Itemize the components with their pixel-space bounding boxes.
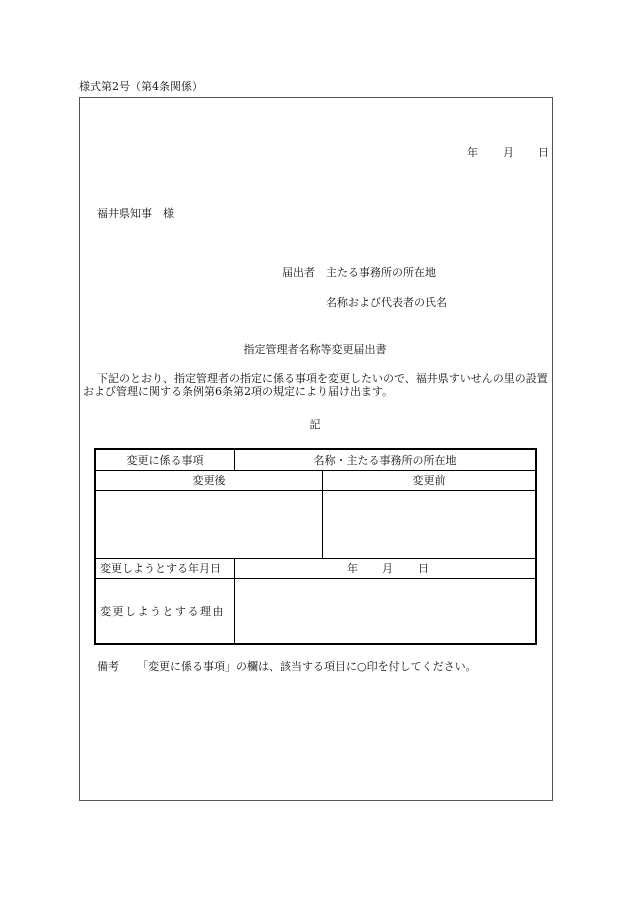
table-row-divider bbox=[96, 490, 535, 491]
date-year-label: 年 bbox=[467, 146, 478, 159]
after-label: 変更後 bbox=[192, 474, 226, 487]
note-text: 「変更に係る事項」の欄は、該当する項目に○印を付してください。 bbox=[137, 660, 477, 673]
change-table bbox=[94, 448, 537, 645]
reason-label: 変更しようとする理由 bbox=[100, 605, 225, 618]
matter-label: 変更に係る事項 bbox=[126, 454, 204, 467]
matter-value: 名称・主たる事務所の所在地 bbox=[313, 454, 457, 467]
change-date-year: 年 bbox=[347, 562, 358, 575]
body-paragraph: 下記のとおり、指定管理者の指定に係る事項を変更したいので、福井県すいせんの里の設置および管理に関する条例第6条第2項の規定により届け出ます。 bbox=[83, 372, 548, 399]
table-row-divider bbox=[96, 558, 535, 559]
table-row-divider bbox=[96, 470, 535, 471]
change-date-day: 日 bbox=[418, 562, 429, 575]
addressee: 福井県知事 様 bbox=[97, 207, 174, 220]
filer-office-address-label: 主たる事務所の所在地 bbox=[326, 266, 436, 279]
before-label: 変更前 bbox=[412, 474, 446, 487]
table-row-divider bbox=[96, 578, 535, 579]
table-col-divider bbox=[234, 558, 235, 643]
date-month-label: 月 bbox=[503, 146, 514, 159]
change-date-month: 月 bbox=[382, 562, 393, 575]
change-date-label: 変更しようとする年月日 bbox=[100, 562, 221, 575]
filer-name-label: 名称および代表者の氏名 bbox=[326, 296, 447, 309]
note-label: 備考 bbox=[97, 660, 119, 673]
document-title: 指定管理者名称等変更届出書 bbox=[243, 343, 387, 356]
form-number-label: 様式第2号（第4条関係） bbox=[79, 80, 203, 93]
ki-heading: 記 bbox=[309, 418, 321, 431]
filer-label: 届出者 bbox=[282, 266, 315, 279]
date-day-label: 日 bbox=[538, 146, 549, 159]
